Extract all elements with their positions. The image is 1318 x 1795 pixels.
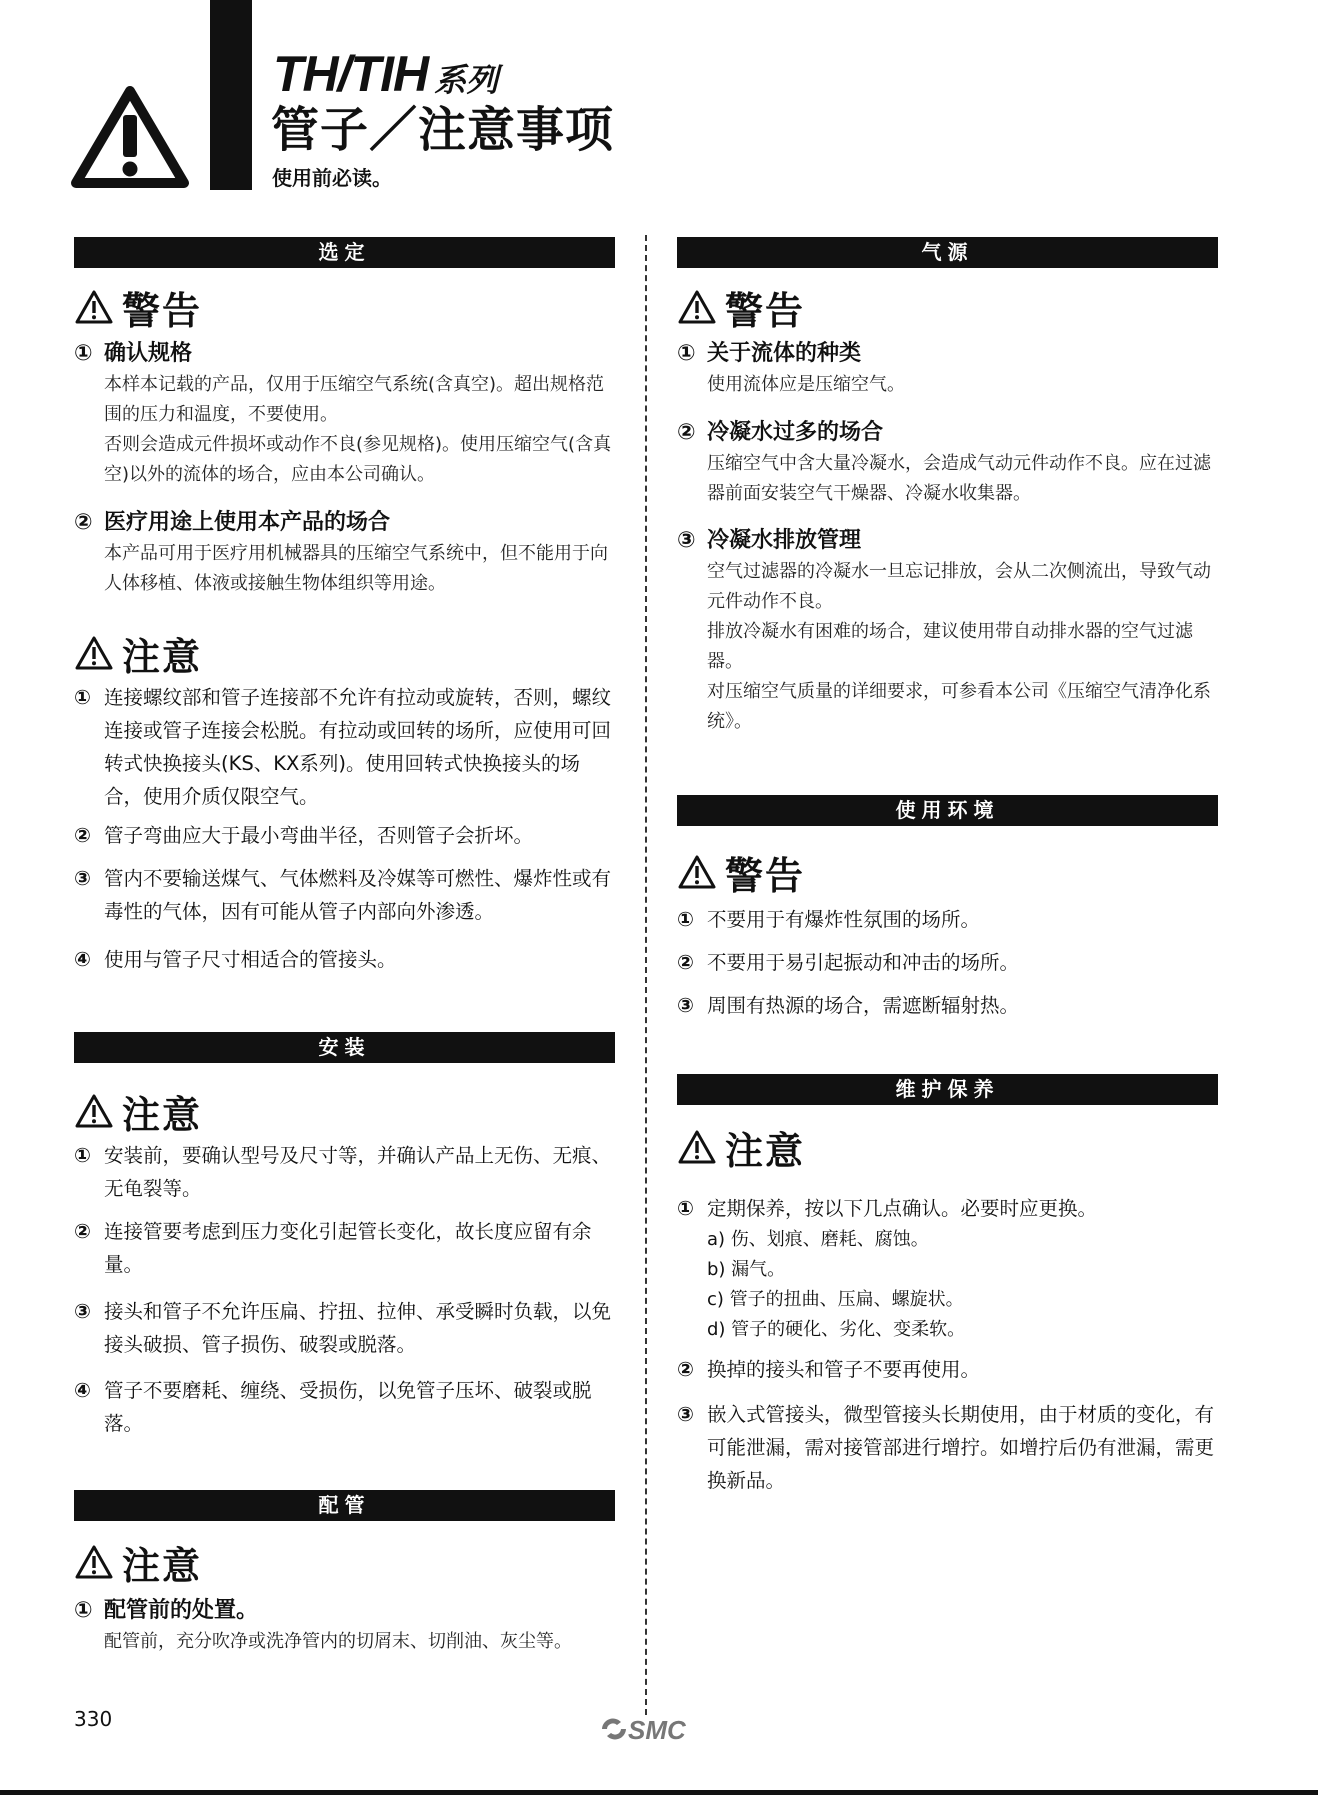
environment-item-2: ② 不要用于易引起振动和冲击的场所。 [677, 946, 1218, 979]
warning-label: 警告 [725, 853, 806, 898]
section-bar-selection: 选定 [74, 237, 615, 268]
item-text: 使用与管子尺寸相适合的管接头。 [104, 948, 397, 971]
warning-heading [74, 282, 202, 332]
item-text: 使用流体应是压缩空气。 [707, 374, 905, 395]
caution-heading [74, 1086, 202, 1136]
series-code: TH/TIH [273, 46, 429, 102]
series-heading [273, 44, 498, 104]
installation-item-4: ④ 管子不要磨耗、缠绕、受损伤，以免管子压坏、破裂或脱落。 [74, 1374, 615, 1440]
item-text: 不要用于易引起振动和冲击的场所。 [707, 951, 1020, 974]
warning-heading [677, 282, 805, 332]
column-divider [645, 235, 647, 1715]
item-text: 换掉的接头和管子不要再使用。 [707, 1358, 981, 1381]
item-heading: 确认规格 [104, 341, 193, 366]
caution-label: 注意 [122, 634, 203, 679]
item-text: 连接螺纹部和管子连接部不允许有拉动或旋转，否则，螺纹连接或管子连接会松脱。有拉动或回转的场所，应使用可回转式快换接头(KS、KX系列)。使用回转式快换接头的场合，使用介质仅限空气。 [104, 686, 612, 808]
item-text: 否则会造成元件损坏或动作不良(参见规格)。使用压缩空气(含真空)以外的流体的场合，应由本公司确认。 [104, 434, 612, 485]
item-text: 安装前，要确认型号及尺寸等，并确认产品上无伤、无痕、无龟裂等。 [104, 1144, 612, 1200]
item-text: 配管前，充分吹净或洗净管内的切屑末、切削油、灰尘等。 [104, 1631, 572, 1652]
header-black-bar [210, 0, 252, 190]
installation-item-3: ③ 接头和管子不允许压扁、拧扭、拉伸、承受瞬时负载，以免接头破损、管子损伤、破裂或脱落。 [74, 1295, 615, 1361]
page-title: 管子／注意事项 [271, 102, 615, 158]
item-heading: 冷凝水过多的场合 [707, 420, 884, 445]
item-heading: 医疗用途上使用本产品的场合 [104, 510, 391, 535]
piping-item-1: ① 配管前的处置。 配管前，充分吹净或洗净管内的切屑末、切削油、灰尘等。 [74, 1595, 615, 1657]
section-bar-installation: 安装 [74, 1032, 615, 1063]
air-supply-item-1: ① 关于流体的种类 使用流体应是压缩空气。 [677, 338, 1218, 400]
maintenance-item-3: ③ 嵌入式管接头，微型管接头长期使用，由于材质的变化，有可能泄漏，需对接管部进行增拧。如增拧后仍有泄漏，需更换新品。 [677, 1398, 1218, 1497]
item-text: 接头和管子不允许压扁、拧扭、拉伸、承受瞬时负载，以免接头破损、管子损伤、破裂或脱落。 [104, 1300, 612, 1356]
installation-item-1: ① 安装前，要确认型号及尺寸等，并确认产品上无伤、无痕、无龟裂等。 [74, 1139, 615, 1205]
item-text: 本样本记载的产品，仅用于压缩空气系统(含真空)。超出规格范围的压力和温度，不要使用。 [104, 374, 605, 425]
maintenance-item-2: ② 换掉的接头和管子不要再使用。 [677, 1353, 1218, 1386]
check-list-item: b) 漏气。 [707, 1259, 786, 1280]
warning-label: 警告 [725, 288, 806, 333]
check-list-item: d) 管子的硬化、劣化、变柔软。 [707, 1319, 966, 1340]
selection-item-1: ① 确认规格 本样本记载的产品，仅用于压缩空气系统(含真空)。超出规格范围的压力和温度，不要使用。 否则会造成元件损坏或动作不良(参见规格)。使用压缩空气(含真空)以外的流体的场合，应由本公司确认。 [74, 338, 615, 490]
warning-icon [677, 854, 717, 890]
check-list-item: c) 管子的扭曲、压扁、螺旋状。 [707, 1289, 964, 1310]
item-text: 嵌入式管接头，微型管接头长期使用，由于材质的变化，有可能泄漏，需对接管部进行增拧。如增拧后仍有泄漏，需更换新品。 [707, 1403, 1215, 1492]
warning-triangle-icon [70, 83, 190, 191]
environment-item-1: ① 不要用于有爆炸性氛围的场所。 [677, 903, 1218, 936]
item-heading: 关于流体的种类 [707, 341, 862, 366]
warning-icon [74, 635, 114, 671]
item-text: 不要用于有爆炸性氛围的场所。 [707, 908, 981, 931]
item-text: 空气过滤器的冷凝水一旦忘记排放，会从二次侧流出，导致气动元件动作不良。 [707, 561, 1211, 612]
item-text: 压缩空气中含大量冷凝水，会造成气动元件动作不良。应在过滤器前面安装空气干燥器、冷凝水收集器。 [707, 453, 1211, 504]
warning-icon [74, 289, 114, 325]
item-text: 定期保养，按以下几点确认。必要时应更换。 [707, 1197, 1098, 1220]
environment-item-3: ③ 周围有热源的场合，需遮断辐射热。 [677, 989, 1218, 1022]
selection-caution-1: ① 连接螺纹部和管子连接部不允许有拉动或旋转，否则，螺纹连接或管子连接会松脱。有拉动或回转的场所，应使用可回转式快换接头(KS、KX系列)。使用回转式快换接头的场合，使用介质仅限空气。 [74, 681, 615, 813]
selection-item-2: ② 医疗用途上使用本产品的场合 本产品可用于医疗用机械器具的压缩空气系统中，但不能用于向人体移植、体液或接触生物体组织等用途。 [74, 507, 615, 599]
smc-logo-icon [600, 1712, 696, 1746]
warning-icon [677, 1129, 717, 1165]
warning-icon [74, 1093, 114, 1129]
caution-label: 注意 [122, 1543, 203, 1588]
item-heading: 配管前的处置。 [104, 1598, 259, 1623]
item-text: 对压缩空气质量的详细要求，可参看本公司《压缩空气清净化系统》。 [707, 681, 1211, 732]
caution-label: 注意 [725, 1128, 806, 1173]
air-supply-item-2: ② 冷凝水过多的场合 压缩空气中含大量冷凝水，会造成气动元件动作不良。应在过滤器前面安装空气干燥器、冷凝水收集器。 [677, 417, 1218, 509]
section-bar-environment: 使用环境 [677, 795, 1218, 826]
maintenance-item-1: ① 定期保养，按以下几点确认。必要时应更换。 a) 伤、划痕、磨耗、腐蚀。 b) 漏气。 c) 管子的扭曲、压扁、螺旋状。 d) 管子的硬化、劣化、变柔软。 [677, 1192, 1218, 1345]
warning-label: 警告 [122, 288, 203, 333]
caution-label: 注意 [122, 1092, 203, 1137]
warning-icon [74, 1544, 114, 1580]
warning-heading [677, 847, 805, 897]
svg-text:SMC: SMC [628, 1715, 686, 1745]
caution-heading [74, 628, 202, 678]
selection-caution-3: ③ 管内不要输送煤气、气体燃料及冷媒等可燃性、爆炸性或有毒性的气体，因有可能从管子内部向外渗透。 [74, 862, 615, 928]
air-supply-item-3: ③ 冷凝水排放管理 空气过滤器的冷凝水一旦忘记排放，会从二次侧流出，导致气动元件动作不良。 排放冷凝水有困难的场合，建议使用带自动排水器的空气过滤器。 对压缩空气质量的详细要求，可参看本公司《压缩空气清净化系统》。 [677, 525, 1218, 737]
warning-icon [677, 289, 717, 325]
installation-item-2: ② 连接管要考虑到压力变化引起管长变化，故长度应留有余量。 [74, 1215, 615, 1281]
item-text: 排放冷凝水有困难的场合，建议使用带自动排水器的空气过滤器。 [707, 621, 1193, 672]
bottom-rule [0, 1790, 1318, 1795]
selection-caution-4: ④ 使用与管子尺寸相适合的管接头。 [74, 943, 615, 976]
selection-caution-2: ② 管子弯曲应大于最小弯曲半径，否则管子会折坏。 [74, 819, 615, 852]
item-text: 本产品可用于医疗用机械器具的压缩空气系统中，但不能用于向人体移植、体液或接触生物体组织等用途。 [104, 543, 608, 594]
page-subtitle: 使用前必读。 [272, 166, 392, 190]
section-bar-piping: 配管 [74, 1490, 615, 1521]
item-text: 管子不要磨耗、缠绕、受损伤，以免管子压坏、破裂或脱落。 [104, 1379, 592, 1435]
series-suffix: 系列 [434, 61, 499, 99]
section-bar-maintenance: 维护保养 [677, 1074, 1218, 1105]
item-heading: 冷凝水排放管理 [707, 528, 862, 553]
item-text: 连接管要考虑到压力变化引起管长变化，故长度应留有余量。 [104, 1220, 592, 1276]
page-number: 330 [74, 1707, 113, 1731]
section-bar-air-supply: 气源 [677, 237, 1218, 268]
check-list-item: a) 伤、划痕、磨耗、腐蚀。 [707, 1229, 929, 1250]
item-text: 管内不要输送煤气、气体燃料及冷媒等可燃性、爆炸性或有毒性的气体，因有可能从管子内部向外渗透。 [104, 867, 612, 923]
caution-heading [74, 1537, 202, 1587]
item-text: 管子弯曲应大于最小弯曲半径，否则管子会折坏。 [104, 824, 534, 847]
caution-heading [677, 1122, 805, 1172]
item-text: 周围有热源的场合，需遮断辐射热。 [707, 994, 1020, 1017]
